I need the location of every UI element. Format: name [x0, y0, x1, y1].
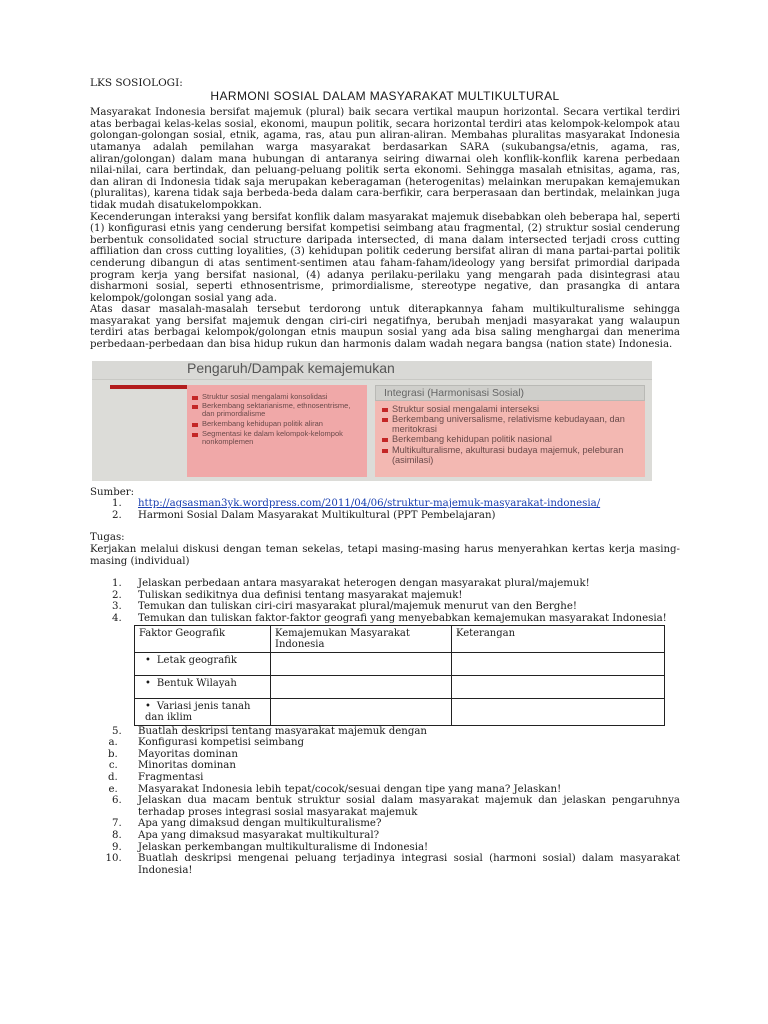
- table-cell[interactable]: [452, 652, 665, 675]
- tugas-item-4-text: 4. Temukan dan tuliskan faktor-faktor geografi yang menyebabkan kemajemukan masyarakat Indonesia!: [138, 613, 667, 624]
- table-cell[interactable]: [452, 698, 665, 725]
- table-row-label: • Letak geografik: [139, 655, 266, 666]
- tugas-subitem: c. Minoritas dominan: [121, 760, 680, 772]
- paragraph-1: Masyarakat Indonesia bersifat majemuk (plural) baik secara vertikal maupun horizontal. Secara vertikal terdiri atas berbagai kelas-kelas sosial, ekonomi, maupun politik, secara horizontal terdiri atas kelompok-kelompok atau golongan-golongan sosial, etnik, agama, ras, atau pun aliran-aliran. Membahas pluralitas masyarakat Indonesia utamanya adalah pemilahan warga masyarakat berdasarkan SARA (sukubangsa/etnis, agama, ras, aliran/golongan) dalam mana hubungan di antaranya seiring diwarnai oleh konflik-konflik karena perbedaan nilai-nilai, cara bertindak, dan peluang-peluang politik serta ekonomi. Sehingga masalah etnisitas, agama, ras, dan aliran di Indonesia tidak saja merupakan keberagaman (heterogenitas) melainkan merupakan kemajemukan (pluralitas), karena tidak saja berbeda-beda dalam cara-berfikir, cara berperasaan dan bertindak, melainkan juga tidak mudah disatukelompokkan.: [90, 107, 680, 211]
- source-item: [125, 498, 680, 510]
- tugas-subitem: a. Konfigurasi kompetisi seimbang: [121, 737, 680, 749]
- figure-right-list: [382, 405, 642, 467]
- table-row: [135, 698, 665, 725]
- figure-left-item: Struktur sosial mengalami konsolidasi: [192, 393, 362, 401]
- figure-right-header: [375, 385, 645, 401]
- tugas-item-6: [125, 795, 680, 818]
- tugas-section: [90, 532, 680, 876]
- tugas-item-2: 2. Tuliskan sedikitnya dua definisi tentang masyarakat majemuk!: [125, 590, 680, 602]
- kemajemukan-figure: [92, 361, 652, 481]
- table-cell[interactable]: [271, 675, 452, 698]
- tugas-item-1: 1. Jelaskan perbedaan antara masyarakat heterogen dengan masyarakat plural/majemuk!: [125, 578, 680, 590]
- tugas-subitem: b. Mayoritas dominan: [121, 749, 680, 761]
- sources-section: [90, 487, 680, 522]
- figure-left-item: Berkembang sektarianisme, ethnosentrisme, dan primordialisme: [192, 402, 362, 418]
- figure-title: Pengaruh/Dampak kemajemukan: [187, 360, 395, 376]
- table-header-cell: Keterangan: [452, 625, 665, 652]
- figure-left-list: [192, 393, 362, 448]
- figure-right-item: Berkembang kehidupan politik nasional: [382, 435, 642, 445]
- table-header-cell: Faktor Geografik: [135, 625, 271, 652]
- tugas-list-continued: [90, 726, 680, 877]
- tugas-item-9: 9. Jelaskan perkembangan multikulturalisme di Indonesia!: [125, 842, 680, 854]
- tugas-item-7: 7. Apa yang dimaksud dengan multikulturalisme?: [125, 818, 680, 830]
- table-header-text: Kemajemukan Masyarakat Indonesia: [275, 627, 410, 650]
- table-row: [135, 652, 665, 675]
- figure-right-item: Berkembang universalisme, relativisme kebudayaan, dan meritokrasi: [382, 415, 642, 434]
- sources-list: [90, 498, 680, 521]
- tugas-item-5: [125, 726, 680, 796]
- tugas-instruction: Kerjakan melalui diskusi dengan teman sekelas, tetapi masing-masing harus menyerahkan kertas kerja masing-masing (individual): [90, 544, 680, 567]
- tugas-item-10: [125, 853, 680, 876]
- figure-left-item: Segmentasi ke dalam kelompok-kelompok nonkomplemen: [192, 430, 362, 446]
- table-row-label: • Variasi jenis tanah dan iklim: [139, 701, 266, 723]
- table-header-cell: [271, 625, 452, 652]
- document-page: [90, 78, 680, 876]
- document-title: HARMONI SOSIAL DALAM MASYARAKAT MULTIKULTURAL: [210, 88, 560, 103]
- figure-right-item: Struktur sosial mengalami interseksi: [382, 405, 642, 415]
- table-cell[interactable]: [271, 652, 452, 675]
- tugas-label: Tugas:: [90, 532, 125, 544]
- figure-accent-bar: [110, 385, 190, 389]
- tugas-item-8: 8. Apa yang dimaksud masyarakat multikultural?: [125, 830, 680, 842]
- table-cell[interactable]: [452, 675, 665, 698]
- tugas-item-3: 3. Temukan dan tuliskan ciri-ciri masyarakat plural/majemuk menurut van den Berghe!: [125, 601, 680, 613]
- table-row-label: • Bentuk Wilayah: [139, 678, 266, 689]
- paragraph-3: Atas dasar masalah-masalah tersebut terdorong untuk diterapkannya faham multikulturalisme sehingga masyarakat yang bersifat majemuk dengan ciri-ciri negatifnya, berubah menjadi masyarakat yang walaupun terdiri atas berbagai kelompok/golongan etnis maupun sosial yang ada bisa saling menghargai dan menerima perbedaan-perbedaan dan bisa hidup rukun dan harmonis dalam wadah negara bangsa (nation state) Indonesia.: [90, 304, 680, 351]
- table-header-row: [135, 625, 665, 652]
- table-cell[interactable]: [271, 698, 452, 725]
- paragraph-2: Kecenderungan interaksi yang bersifat konflik dalam masyarakat majemuk disebabkan oleh beberapa hal, seperti (1) konfigurasi etnis yang cenderung bersifat kompetisi seimbang atau fragmental, (2) struktur sosial cenderung berbentuk consolidated social structure daripada intersected, di mana dalam intersected terjadi cross cutting affiliation dan cross cutting loyalities, (3) kehidupan politik cederung bersifat aliran di mana partai-partai politik cenderung dibangun di atas sentiment-sentimen atau faham-faham/ideology yang bersifat primordial daripada program kerja yang bersifat nasional, (4) adanya perilaku-perilaku yang mengarah pada disintegrasi atau disharmoni sosial, seperti ethnosentrisme, primordialisme, stereotype negative, dan prasangka di antara kelompok/golongan sosial yang ada.: [90, 211, 680, 304]
- table-row: [135, 675, 665, 698]
- tugas-subitem: e. Masyarakat Indonesia lebih tepat/cocok/sesuai dengan tipe yang mana? Jelaskan!: [121, 784, 680, 796]
- tugas-item-5-text: Buatlah deskripsi tentang masyarakat majemuk dengan: [138, 725, 427, 737]
- figure-right-header-label: Integrasi (Harmonisasi Sosial): [384, 386, 525, 399]
- figure-right-item: Multikulturalisme, akulturasi budaya majemuk, peleburan (asimilasi): [382, 446, 642, 465]
- tugas-list: [90, 578, 680, 624]
- document-label: LKS SOSIOLOGI:: [90, 77, 183, 89]
- source-item: 2. Harmoni Sosial Dalam Masyarakat Multikultural (PPT Pembelajaran): [125, 510, 680, 522]
- sources-label: Sumber:: [90, 486, 135, 498]
- source-link[interactable]: http://agsasman3yk.wordpress.com/2011/04/06/struktur-majemuk-masyarakat-indonesia/: [138, 498, 601, 510]
- tugas-item-4: [125, 613, 680, 625]
- tugas-item-6-text: 6. Jelaskan dua macam bentuk struktur sosial dalam masyarakat majemuk dan jelaskan pengaruhnya terhadap proses integrasi sosial masyarakat majemuk: [138, 795, 680, 818]
- faktor-geografik-table: [134, 625, 665, 726]
- tugas-item-10-text: 10. Buatlah deskripsi mengenai peluang terjadinya integrasi sosial (harmoni sosial) dalam masyarakat Indonesia!: [138, 853, 680, 876]
- tugas-item-5-sublist: [90, 737, 680, 795]
- tugas-subitem: d. Fragmentasi: [121, 772, 680, 784]
- figure-left-item: Berkembang kehidupan politik aliran: [192, 420, 362, 428]
